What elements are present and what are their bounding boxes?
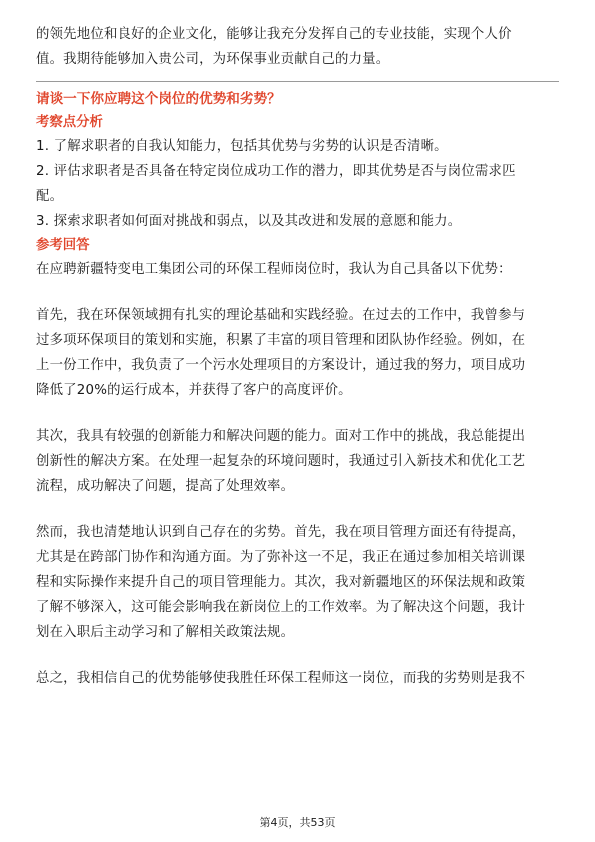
answer-paragraph-2: [36, 424, 559, 499]
text-line: 划在入职后主动学习和了解相关政策法规。: [36, 625, 295, 640]
answer-opening: 在应聘新疆特变电工集团公司的环保工程师岗位时，我认为自己具备以下优势：: [36, 262, 512, 277]
list-item: 配。: [36, 189, 64, 204]
text-line: 尤其是在跨部门协作和沟通方面。为了弥补这一不足，我正在通过参加相关培训课: [36, 550, 526, 565]
text-line: 其次，我具有较强的创新能力和解决问题的能力。面对工作中的挑战，我总能提出: [36, 429, 526, 444]
paragraph-gap: [36, 403, 559, 424]
text-line: 程和实际操作来提升自己的项目管理能力。其次，我对新疆地区的环保法规和政策: [36, 575, 526, 590]
page-number-footer: 第4页，共53页: [259, 816, 336, 829]
answer-paragraph-3: [36, 520, 559, 645]
list-item: 3. 探索求职者如何面对挑战和弱点，以及其改进和发展的意愿和能力。: [36, 214, 462, 229]
question-heading: 请谈一下你应聘这个岗位的优势和劣势？: [36, 91, 281, 107]
list-item: 1. 了解求职者的自我认知能力，包括其优势与劣势的认识是否清晰。: [36, 139, 448, 154]
paragraph-gap: [36, 645, 559, 666]
text-line: 过多项环保项目的策划和实施，积累了丰富的项目管理和团队协作经验。例如，在: [36, 333, 526, 348]
paragraph-gap: [36, 282, 559, 303]
text-line: 值。我期待能够加入贵公司，为环保事业贡献自己的力量。: [36, 52, 390, 67]
answer-paragraph-1: [36, 303, 559, 403]
text-line: 首先，我在环保领域拥有扎实的理论基础和实践经验。在过去的工作中，我曾参与: [36, 308, 526, 323]
intro-paragraph: [36, 22, 559, 72]
text-line: 上一份工作中，我负责了一个污水处理项目的方案设计，通过我的努力，项目成功: [36, 358, 526, 373]
text-line: 然而，我也清楚地认识到自己存在的劣势。首先，我在项目管理方面还有待提高，: [36, 525, 526, 540]
analysis-list: [36, 134, 559, 234]
paragraph-gap: [36, 499, 559, 520]
analysis-label: 考察点分析: [36, 115, 103, 130]
list-item: 2. 评估求职者是否具备在特定岗位成功工作的潜力，即其优势是否与岗位需求匹: [36, 164, 516, 179]
text-line: 降低了20%的运行成本，并获得了客户的高度评价。: [36, 383, 352, 398]
document-page: [36, 22, 559, 691]
text-line: 总之，我相信自己的优势能够使我胜任环保工程师这一岗位，而我的劣势则是我不: [36, 671, 526, 686]
answer-label: 参考回答: [36, 238, 90, 253]
text-line: 了解不够深入，这可能会影响我在新岗位上的工作效率。为了解决这个问题，我计: [36, 600, 526, 615]
text-line: 流程，成功解决了问题，提高了处理效率。: [36, 479, 295, 494]
answer-paragraph-4: [36, 666, 559, 691]
section-divider: [36, 81, 559, 82]
text-line: 的领先地位和良好的企业文化，能够让我充分发挥自己的专业技能，实现个人价: [36, 27, 512, 42]
text-line: 创新性的解决方案。在处理一起复杂的环境问题时，我通过引入新技术和优化工艺: [36, 454, 526, 469]
